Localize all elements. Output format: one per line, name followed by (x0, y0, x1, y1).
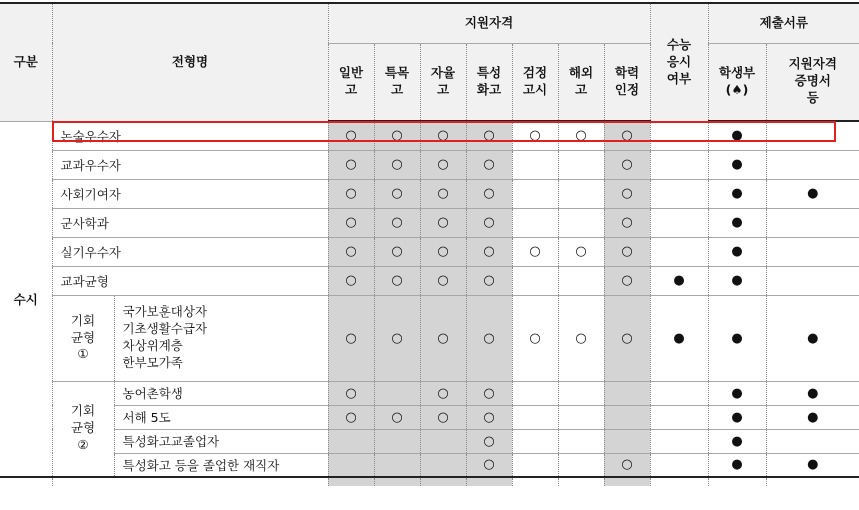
open-circle-icon: ○ (328, 179, 374, 208)
open-circle-icon: ○ (420, 179, 466, 208)
admission-name: 교과우수자 (52, 150, 328, 179)
empty-cell (374, 381, 420, 405)
group1-names (114, 295, 328, 381)
empty-cell (512, 405, 558, 429)
empty-cell (650, 477, 708, 486)
admission-name: 농어촌학생 (114, 381, 328, 405)
open-circle-icon: ○ (466, 208, 512, 237)
group-label-line: 기회 (70, 403, 96, 419)
open-circle-icon: ○ (328, 266, 374, 295)
hdr-line: 등 (806, 90, 819, 106)
table-row (0, 208, 859, 237)
open-circle-icon: ○ (374, 295, 420, 381)
empty-cell (558, 429, 604, 453)
empty-cell: ● (708, 453, 766, 477)
open-circle-icon: ○ (558, 237, 604, 266)
empty-cell (558, 150, 604, 179)
empty-cell: ● (650, 266, 708, 295)
open-circle-icon: ○ (512, 295, 558, 381)
group1-label (52, 295, 114, 381)
table-row (0, 179, 859, 208)
empty-cell (558, 453, 604, 477)
hdr-line: 증명서 (794, 73, 831, 89)
empty-cell: ● (708, 429, 766, 453)
open-circle-icon: ○ (328, 121, 374, 150)
empty-cell (650, 405, 708, 429)
open-circle-icon: ○ (328, 381, 374, 405)
open-circle-icon: ○ (374, 208, 420, 237)
header-documents: 제출서류 (708, 3, 859, 43)
header-qual-col (374, 43, 420, 121)
empty-cell: ● (708, 266, 766, 295)
header-qual-col (328, 43, 374, 121)
empty-cell (558, 381, 604, 405)
group-label-line: ① (77, 346, 89, 362)
open-circle-icon: ○ (466, 453, 512, 477)
open-circle-icon: ○ (466, 237, 512, 266)
empty-cell: ● (650, 295, 708, 381)
hdr-line: 지원자격 (788, 56, 837, 72)
open-circle-icon: ○ (604, 179, 650, 208)
empty-cell: ● (766, 179, 859, 208)
open-circle-icon: ○ (420, 237, 466, 266)
empty-cell (374, 453, 420, 477)
empty-cell (766, 208, 859, 237)
hdr-line: 인정 (614, 81, 640, 97)
empty-cell (512, 453, 558, 477)
empty-cell (650, 208, 708, 237)
empty-cell (650, 150, 708, 179)
empty-cell (374, 429, 420, 453)
admission-name: 군사학과 (52, 208, 328, 237)
empty-cell (650, 121, 708, 150)
empty-cell (512, 150, 558, 179)
hdr-line: 해외 (568, 64, 594, 80)
hdr-line: (♠) (725, 81, 749, 97)
open-circle-icon: ○ (466, 405, 512, 429)
open-circle-icon: ○ (420, 381, 466, 405)
empty-cell (420, 477, 466, 486)
open-circle-icon: ○ (420, 405, 466, 429)
empty-cell (766, 237, 859, 266)
open-circle-icon: ○ (604, 150, 650, 179)
open-circle-icon: ○ (328, 237, 374, 266)
empty-cell (558, 208, 604, 237)
empty-cell: ● (766, 453, 859, 477)
open-circle-icon: ○ (604, 121, 650, 150)
admission-table (0, 2, 859, 486)
open-circle-icon: ○ (374, 266, 420, 295)
empty-cell: ● (708, 179, 766, 208)
empty-cell (512, 477, 558, 486)
open-circle-icon: ○ (604, 453, 650, 477)
empty-cell (650, 453, 708, 477)
open-circle-icon: ○ (420, 266, 466, 295)
open-circle-icon: ○ (466, 266, 512, 295)
hdr-line: 고 (574, 81, 588, 97)
open-circle-icon: ○ (328, 208, 374, 237)
open-circle-icon: ○ (512, 237, 558, 266)
table-row (0, 429, 859, 453)
open-circle-icon: ○ (466, 429, 512, 453)
open-circle-icon: ○ (374, 237, 420, 266)
table-row (0, 266, 859, 295)
gubun-label: 수시 (0, 121, 52, 477)
table-row (0, 237, 859, 266)
empty-cell (512, 429, 558, 453)
admission-name: 논술우수자 (52, 121, 328, 150)
group2-label (52, 381, 114, 477)
open-circle-icon: ○ (420, 150, 466, 179)
empty-cell (604, 405, 650, 429)
empty-cell (650, 237, 708, 266)
empty-cell: ● (708, 237, 766, 266)
open-circle-icon: ○ (328, 295, 374, 381)
hdr-line: 검정 (522, 64, 548, 80)
empty-cell (558, 405, 604, 429)
open-circle-icon: ○ (466, 150, 512, 179)
open-circle-icon: ○ (466, 179, 512, 208)
header-name: 전형명 (52, 3, 328, 121)
header-qual-col (420, 43, 466, 121)
empty-cell: ● (708, 405, 766, 429)
header-doc-col (766, 43, 859, 121)
empty-cell (466, 477, 512, 486)
open-circle-icon: ○ (466, 121, 512, 150)
open-circle-icon: ○ (420, 295, 466, 381)
admission-name: 특성화고 등을 졸업한 재직자 (114, 453, 328, 477)
open-circle-icon: ○ (512, 121, 558, 150)
empty-cell: ● (708, 121, 766, 150)
hdr-line: 특목 (384, 64, 410, 80)
empty-cell (604, 477, 650, 486)
open-circle-icon: ○ (604, 208, 650, 237)
open-circle-icon: ○ (466, 295, 512, 381)
empty-cell (374, 477, 420, 486)
empty-cell (0, 477, 52, 486)
table-row (0, 453, 859, 477)
empty-cell (604, 429, 650, 453)
empty-cell (766, 150, 859, 179)
empty-cell (766, 477, 859, 486)
header-qual-col (512, 43, 558, 121)
hdr-line: 고시 (522, 81, 548, 97)
empty-cell (512, 179, 558, 208)
open-circle-icon: ○ (374, 121, 420, 150)
header-qual-col (558, 43, 604, 121)
empty-cell (766, 429, 859, 453)
table-row-continuation (0, 477, 859, 486)
hdr-line: 학력 (614, 64, 640, 80)
empty-cell (512, 208, 558, 237)
open-circle-icon: ○ (420, 208, 466, 237)
empty-cell: ● (708, 381, 766, 405)
empty-cell (650, 429, 708, 453)
open-circle-icon: ○ (466, 381, 512, 405)
header-suneung-line: 수능 (666, 36, 692, 52)
empty-cell (558, 266, 604, 295)
header-qual-col (604, 43, 650, 121)
hdr-line: 고 (390, 81, 404, 97)
empty-cell (604, 381, 650, 405)
hdr-line: 학생부 (718, 64, 756, 80)
empty-cell: ● (708, 295, 766, 381)
hdr-line: 고 (344, 81, 358, 97)
admission-name: 서해 5도 (114, 405, 328, 429)
group-label-line: ② (77, 437, 89, 453)
admission-name: 실기우수자 (52, 237, 328, 266)
hdr-line: 자율 (430, 64, 456, 80)
empty-cell (512, 266, 558, 295)
header-qual-col (466, 43, 512, 121)
group-label-line: 균형 (70, 420, 96, 436)
header-gubun: 구분 (0, 3, 52, 121)
admission-name: 한부모가족 (122, 354, 183, 370)
empty-cell: ● (766, 405, 859, 429)
table-body (0, 121, 859, 486)
hdr-line: 일반 (338, 64, 364, 80)
empty-cell (650, 179, 708, 208)
open-circle-icon: ○ (328, 150, 374, 179)
admission-name: 기초생활수급자 (122, 321, 208, 337)
empty-cell (766, 266, 859, 295)
hdr-line: 특성 (476, 64, 502, 80)
open-circle-icon: ○ (604, 266, 650, 295)
empty-cell: ● (766, 295, 859, 381)
header-qualification: 지원자격 (328, 3, 650, 43)
empty-cell (328, 477, 374, 486)
open-circle-icon: ○ (374, 405, 420, 429)
empty-cell (512, 381, 558, 405)
table-row (0, 295, 859, 381)
hdr-line: 화고 (476, 81, 502, 97)
admission-name: 특성화고교졸업자 (114, 429, 328, 453)
table-row (0, 405, 859, 429)
group-label-line: 균형 (70, 329, 96, 345)
group-label-line: 기회 (70, 312, 96, 328)
open-circle-icon: ○ (374, 179, 420, 208)
open-circle-icon: ○ (374, 150, 420, 179)
empty-cell: ● (708, 150, 766, 179)
empty-cell (650, 381, 708, 405)
header-suneung (650, 3, 708, 121)
open-circle-icon: ○ (558, 295, 604, 381)
empty-cell (558, 179, 604, 208)
open-circle-icon: ○ (420, 121, 466, 150)
empty-cell: ● (766, 381, 859, 405)
empty-cell (558, 477, 604, 486)
header-suneung-line: 여부 (666, 70, 692, 86)
header-doc-col (708, 43, 766, 121)
open-circle-icon: ○ (328, 405, 374, 429)
table-row (0, 150, 859, 179)
table-row (0, 381, 859, 405)
empty-cell (52, 477, 328, 486)
table-row (0, 121, 859, 150)
open-circle-icon: ○ (604, 295, 650, 381)
empty-cell (420, 453, 466, 477)
admission-name: 교과균형 (52, 266, 328, 295)
open-circle-icon: ○ (604, 237, 650, 266)
empty-cell (766, 121, 859, 150)
empty-cell (328, 453, 374, 477)
hdr-line: 고 (436, 81, 450, 97)
admission-name: 국가보훈대상자 (122, 304, 208, 320)
admission-name: 차상위계층 (122, 338, 183, 353)
header-suneung-line: 응시 (666, 53, 692, 69)
empty-cell (420, 429, 466, 453)
empty-cell (328, 429, 374, 453)
empty-cell (708, 477, 766, 486)
empty-cell: ● (708, 208, 766, 237)
open-circle-icon: ○ (558, 121, 604, 150)
admission-name: 사회기여자 (52, 179, 328, 208)
